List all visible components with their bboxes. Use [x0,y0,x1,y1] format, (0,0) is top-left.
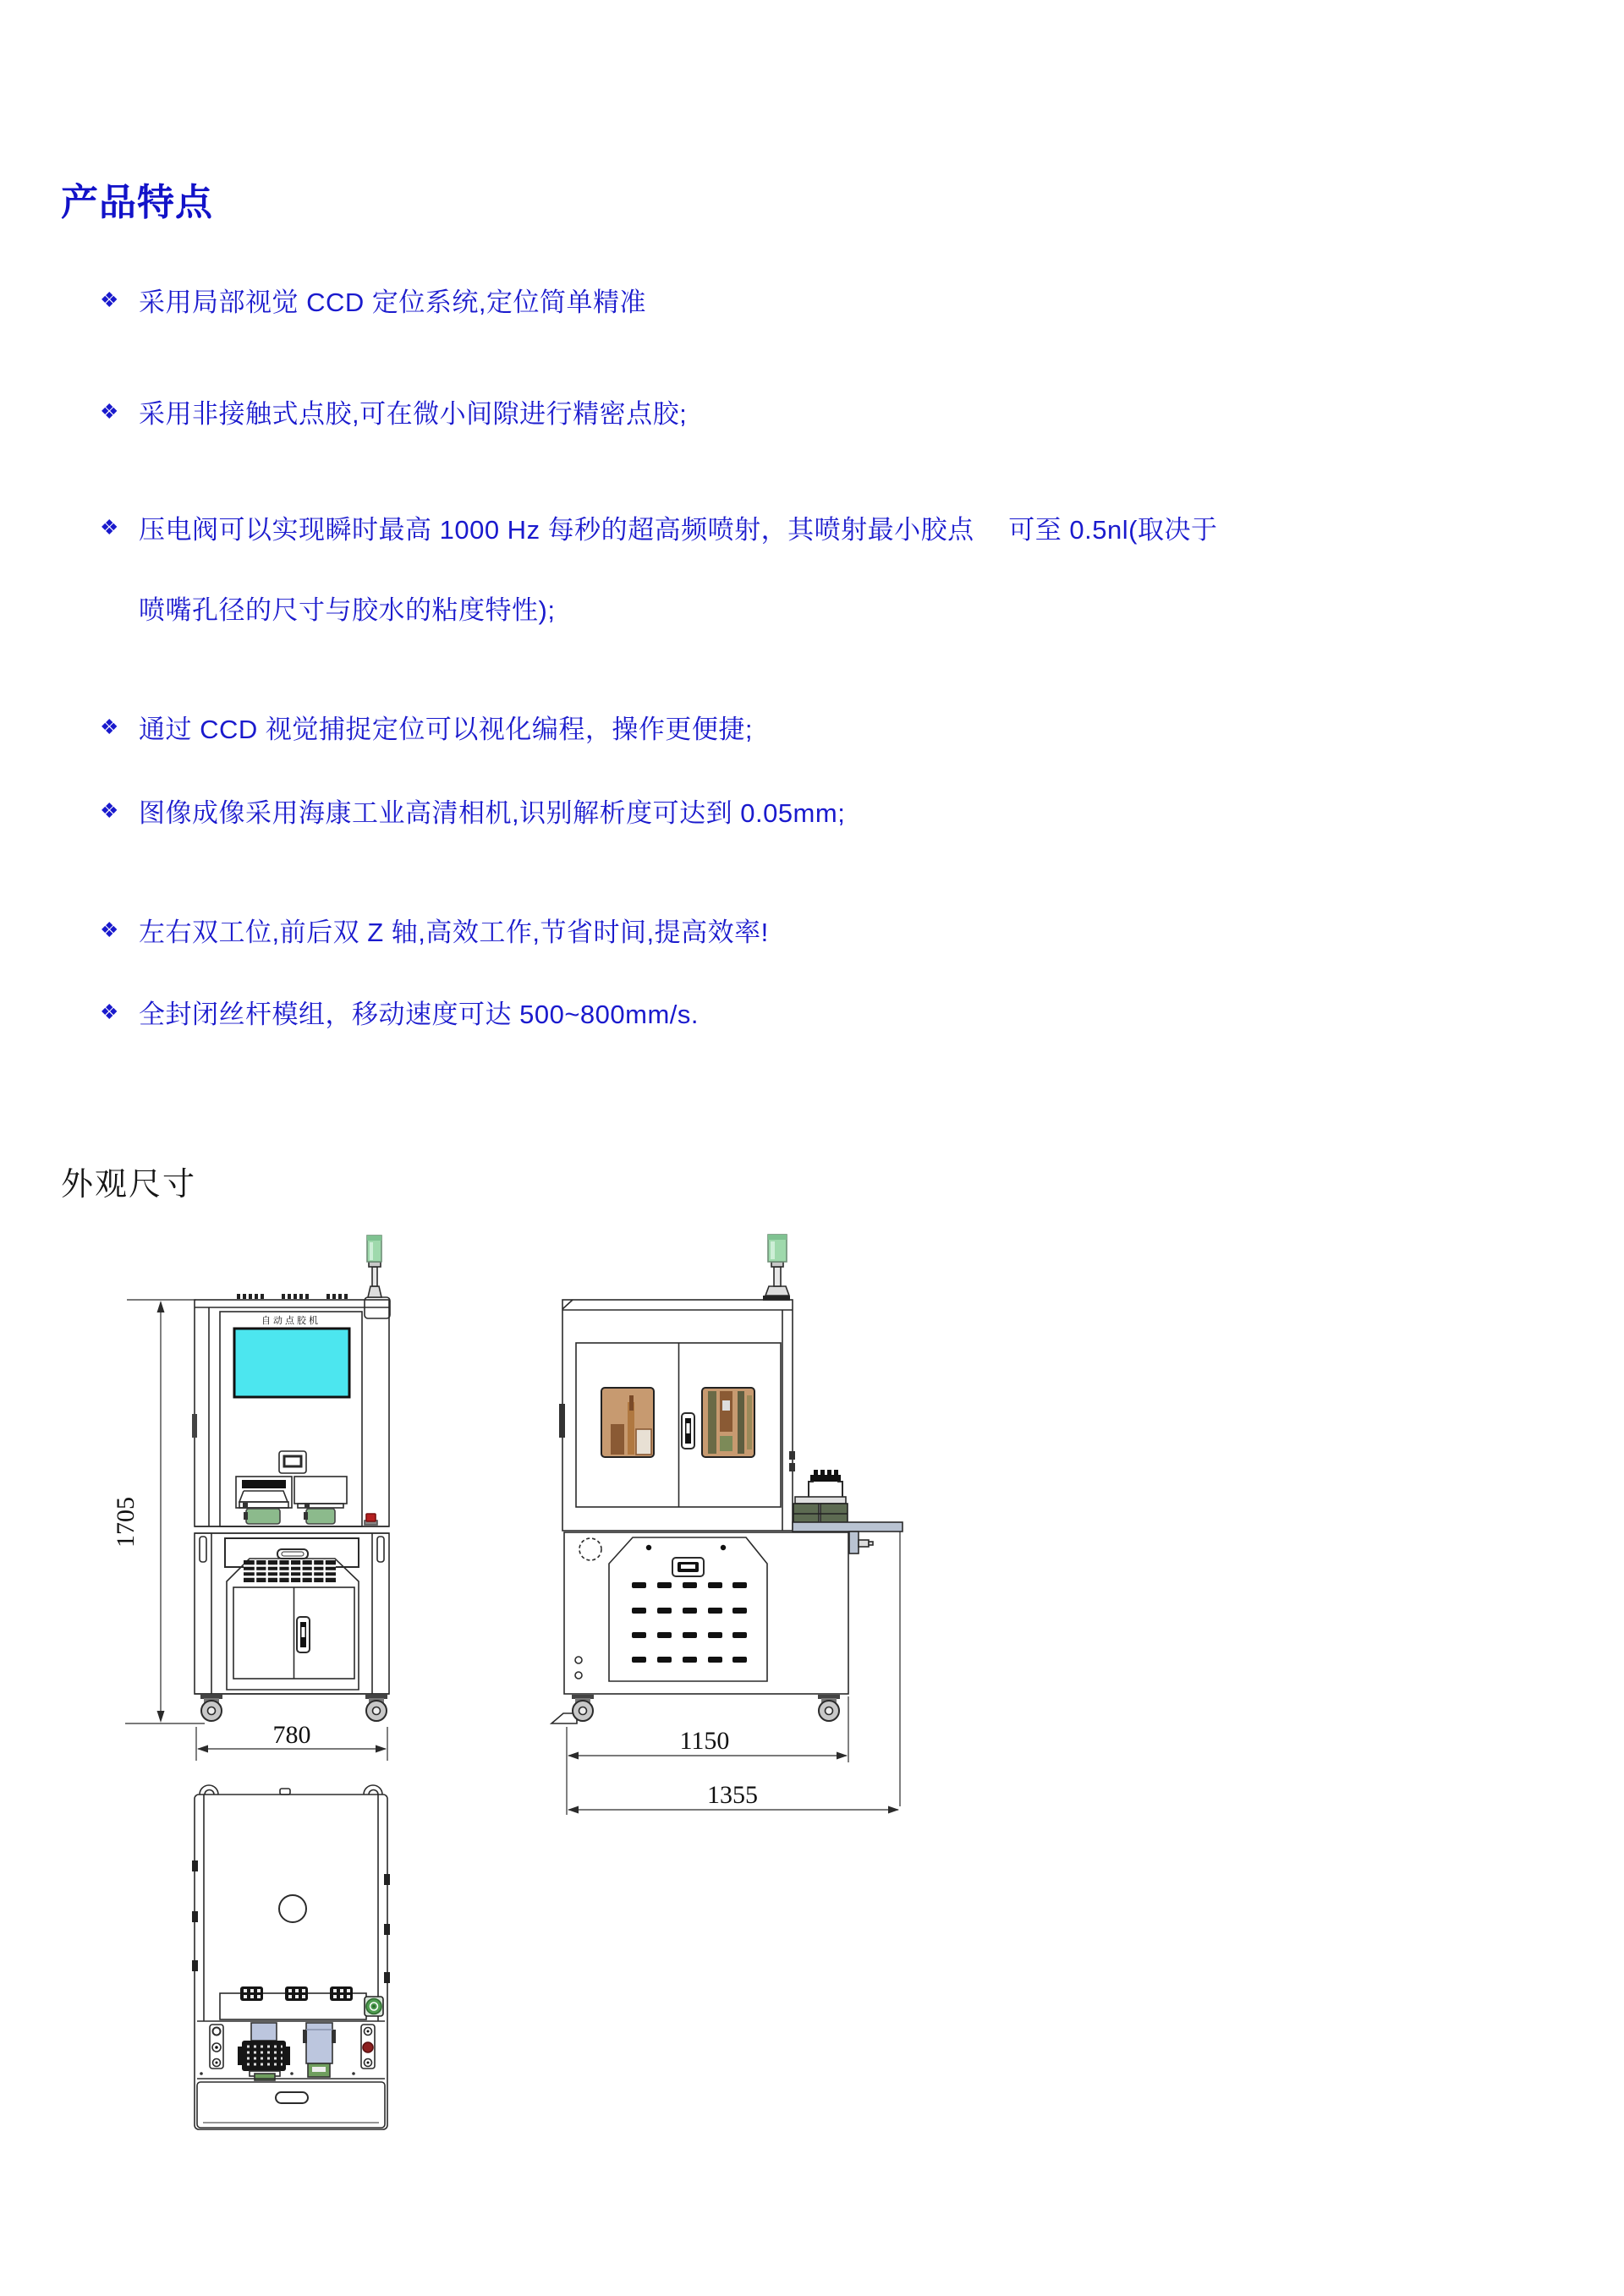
green-pad [306,1509,335,1524]
dim-front-width-label: 780 [272,1721,311,1749]
machine-screen [234,1329,349,1397]
bullet-diamond-icon: ❖ [100,515,119,540]
feature-text: 压电阀可以实现瞬时最高 1000 Hz 每秒的超高频喷射，其喷射最小胶点 可至 0.5nl(取决于 [139,515,1218,545]
bullet-diamond-icon: ❖ [100,399,119,424]
dim-body-depth-label: 1150 [679,1727,730,1755]
top-access-hole [279,1895,306,1922]
green-pad [246,1509,280,1524]
key-plate [279,1451,306,1473]
door-window [601,1388,654,1457]
top-view-drawer [197,2082,385,2128]
page-title: 产品特点 [61,182,213,223]
work-table-equipment [236,1477,347,1524]
feature-text: 图像成像采用海康工业高清相机,识别解析度可达到 0.05mm; [139,798,846,828]
dispenser-assembly [793,1470,848,1522]
caster-wheel [551,1695,840,1723]
red-indicator [363,2042,373,2052]
feature-text-continuation: 喷嘴孔径的尺寸与胶水的粘度特性); [139,595,556,625]
connector-block [240,1986,353,2001]
feature-text: 采用局部视觉 CCD 定位系统,定位简单精准 [139,288,646,317]
bullet-diamond-icon: ❖ [100,715,119,739]
feature-text: 左右双工位,前后双 Z 轴,高效工作,节省时间,提高效率! [139,918,769,947]
bullet-diamond-icon: ❖ [100,1000,119,1024]
dimensions-section-title: 外观尺寸 [61,1167,197,1203]
dim-total-depth-label: 1355 [707,1781,758,1809]
dim-height-label: 1705 [112,1497,140,1548]
bullet-diamond-icon: ❖ [100,288,119,312]
front-view-drawing [112,1236,390,1761]
caster-wheel [200,1695,387,1721]
bullet-diamond-icon: ❖ [100,798,119,823]
feature-text: 全封闭丝杆模组，移动速度可达 500~800mm/s. [139,1000,700,1029]
top-view-drawing [192,1785,390,2129]
feature-text: 通过 CCD 视觉捕捉定位可以视化编程，操作更便捷; [139,715,753,744]
signal-tower-icon [365,1236,390,1318]
machine-brand-label: 自动点胶机 [261,1316,321,1326]
door-window [702,1388,754,1457]
front-vent-panel [227,1559,359,1690]
roof-vents [237,1294,348,1299]
bullet-diamond-icon: ❖ [100,918,119,942]
side-table [793,1522,903,1806]
side-vent-panel [609,1537,767,1681]
side-view-drawing [551,1235,903,1815]
emergency-stop-button [365,1514,377,1525]
feature-text: 采用非接触式点胶,可在微小间隙进行精密点胶; [139,399,688,429]
io-deck [200,2023,375,2080]
signal-tower-icon [763,1235,790,1301]
front-cabinet-doors [233,1587,354,1679]
green-power-button [365,1997,383,2016]
